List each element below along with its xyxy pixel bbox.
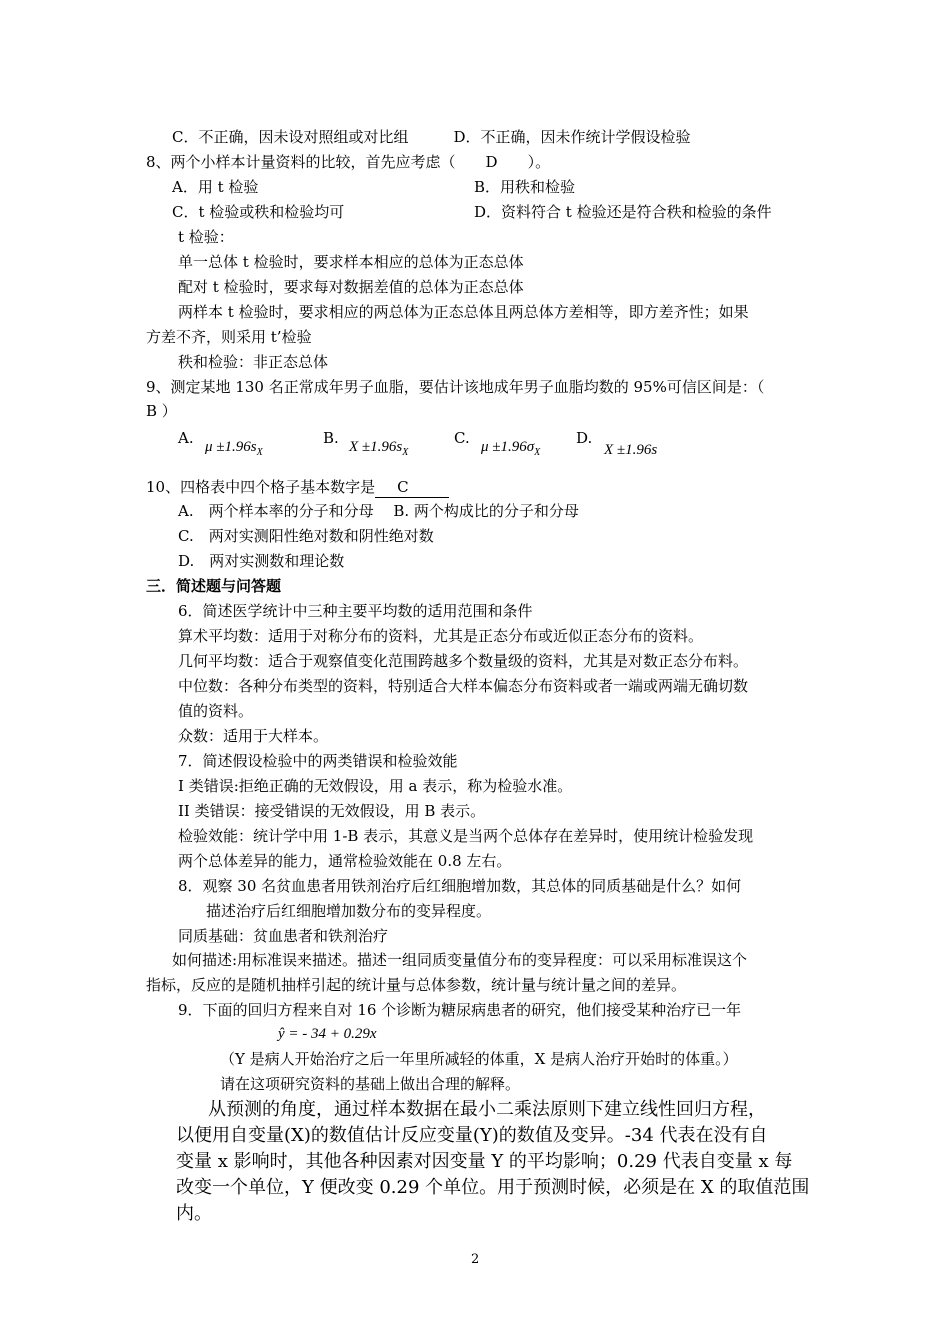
rank-sum-test: 秩和检验：非正态总体 bbox=[178, 353, 329, 371]
s7-power-cont: 两个总体差异的能力，通常检验效能在 0.8 左右。 bbox=[178, 852, 512, 870]
s6-median-cont: 值的资料。 bbox=[178, 702, 254, 720]
s6-mode: 众数：适用于大样本。 bbox=[178, 727, 329, 745]
s9-answer-line-5: 内。 bbox=[176, 1203, 212, 1224]
q8-option-a: A．用 t 检验 bbox=[172, 178, 259, 196]
q7-options-cd: C．不正确，因未设对照组或对比组 D．不正确，因未作统计学假设检验 bbox=[172, 128, 691, 146]
t-test-two-sample: 两样本 t 检验时，要求相应的两总体为正态总体且两总体方差相等，即方差齐性；如果 bbox=[178, 303, 749, 321]
s6-question: 6．简述医学统计中三种主要平均数的适用范围和条件 bbox=[178, 602, 533, 620]
q8-option-d: D．资料符合 t 检验还是符合秩和检验的条件 bbox=[474, 203, 772, 221]
q9-option-a-label: A. bbox=[178, 429, 194, 447]
q10-question: 10、四格表中四个格子基本数字是 C bbox=[146, 477, 449, 498]
q8-option-c: C．t 检验或秩和检验均可 bbox=[172, 203, 345, 221]
s9-answer-line-1: 从预测的角度，通过样本数据在最小二乘法原则下建立线性回归方程， bbox=[208, 1099, 766, 1120]
s8-question-cont: 描述治疗后红细胞增加数分布的变异程度。 bbox=[206, 902, 492, 920]
q8-question: 8、两个小样本计量资料的比较，首先应考虑（ D ）。 bbox=[146, 153, 551, 171]
t-test-one-sample: 单一总体 t 检验时，要求样本相应的总体为正态总体 bbox=[178, 253, 524, 271]
q10-options-ab: A. 两个样本率的分子和分母 B. 两个构成比的分子和分母 bbox=[178, 502, 579, 520]
s7-type2-error: II 类错误：接受错误的无效假设，用 B 表示。 bbox=[178, 802, 486, 820]
s9-instruction: 请在这项研究资料的基础上做出合理的解释。 bbox=[220, 1075, 521, 1093]
s6-geometric-mean: 几何平均数：适合于观察值变化范围跨越多个数量级的资料，尤其是对数正态分布料。 bbox=[178, 652, 749, 670]
q10-option-c: C. 两对实测阳性绝对数和阴性绝对数 bbox=[178, 527, 434, 545]
s8-homogeneity: 同质基础：贫血患者和铁剂治疗 bbox=[178, 927, 389, 945]
t-test-paired: 配对 t 检验时，要求每对数据差值的总体为正态总体 bbox=[178, 278, 524, 296]
q9-question: 9、测定某地 130 名正常成年男子血脂，要估计该地成年男子血脂均数的 95%可信区间是：（ bbox=[146, 378, 765, 396]
s6-median: 中位数：各种分布类型的资料，特别适合大样本偏态分布资料或者一端或两端无确切数 bbox=[178, 677, 749, 695]
q8-option-b: B．用秩和检验 bbox=[474, 178, 576, 196]
s8-description-cont: 指标，反应的是随机抽样引起的统计量与总体参数，统计量与统计量之间的差异。 bbox=[146, 976, 687, 994]
q9-option-c-label: C. bbox=[454, 429, 470, 447]
q10-answer-blank: C bbox=[375, 477, 449, 498]
s9-question: 9．下面的回归方程来自对 16 个诊断为糖尿病患者的研究，他们接受某种治疗已一年 bbox=[178, 1001, 742, 1019]
s9-answer-line-2: 以便用自变量(X)的数值估计反应变量(Y)的数值及变异。-34 代表在没有自 bbox=[176, 1125, 768, 1146]
s9-variables-note: （Y 是病人开始治疗之后一年里所减轻的体重，X 是病人治疗开始时的体重。） bbox=[220, 1050, 738, 1068]
q9-option-a-formula: $\mu \pm 1.96s_X$ bbox=[205, 439, 263, 458]
s7-question: 7．简述假设检验中的两类错误和检验效能 bbox=[178, 752, 458, 770]
q9-answer: B ） bbox=[146, 402, 177, 420]
t-test-title: t 检验： bbox=[178, 228, 234, 246]
q9-option-b-formula: $X \pm 1.96s_X$ bbox=[349, 439, 409, 458]
s9-regression-equation: ŷ = - 34 + 0.29x bbox=[278, 1026, 377, 1042]
page-number: 2 bbox=[471, 1252, 480, 1267]
s9-answer-line-4: 改变一个单位，Y 便改变 0.29 个单位。用于预测时候，必须是在 X 的取值范围 bbox=[176, 1177, 810, 1198]
s8-description: 如何描述:用标准误来描述。描述一组同质变量值分布的变异程度：可以采用标准误这个 bbox=[172, 951, 748, 969]
q9-option-b-label: B. bbox=[323, 429, 339, 447]
q9-option-d-formula: X ±1.96s bbox=[604, 442, 658, 458]
s9-answer-line-3: 变量 x 影响时，其他各种因素对因变量 Y 的平均影响；0.29 代表自变量 x 每 bbox=[176, 1151, 793, 1172]
q10-option-d: D. 两对实测数和理论数 bbox=[178, 552, 345, 570]
t-test-two-sample-cont: 方差不齐，则采用 t’检验 bbox=[146, 328, 312, 346]
s7-power: 检验效能：统计学中用 1-B 表示，其意义是当两个总体存在差异时，使用统计检验发现 bbox=[178, 827, 754, 845]
q9-option-d-label: D. bbox=[576, 429, 593, 447]
q9-option-c-formula: $\mu \pm 1.96\sigma_X$ bbox=[481, 439, 541, 458]
s6-arithmetic-mean: 算术平均数：适用于对称分布的资料，尤其是正态分布或近似正态分布的资料。 bbox=[178, 627, 704, 645]
section-3-heading: 三．简述题与问答题 bbox=[146, 577, 282, 595]
s7-type1-error: I 类错误:拒绝正确的无效假设，用 a 表示，称为检验水准。 bbox=[178, 777, 573, 795]
s8-question: 8．观察 30 名贫血患者用铁剂治疗后红细胞增加数，其总体的同质基础是什么？如何 bbox=[178, 877, 742, 895]
